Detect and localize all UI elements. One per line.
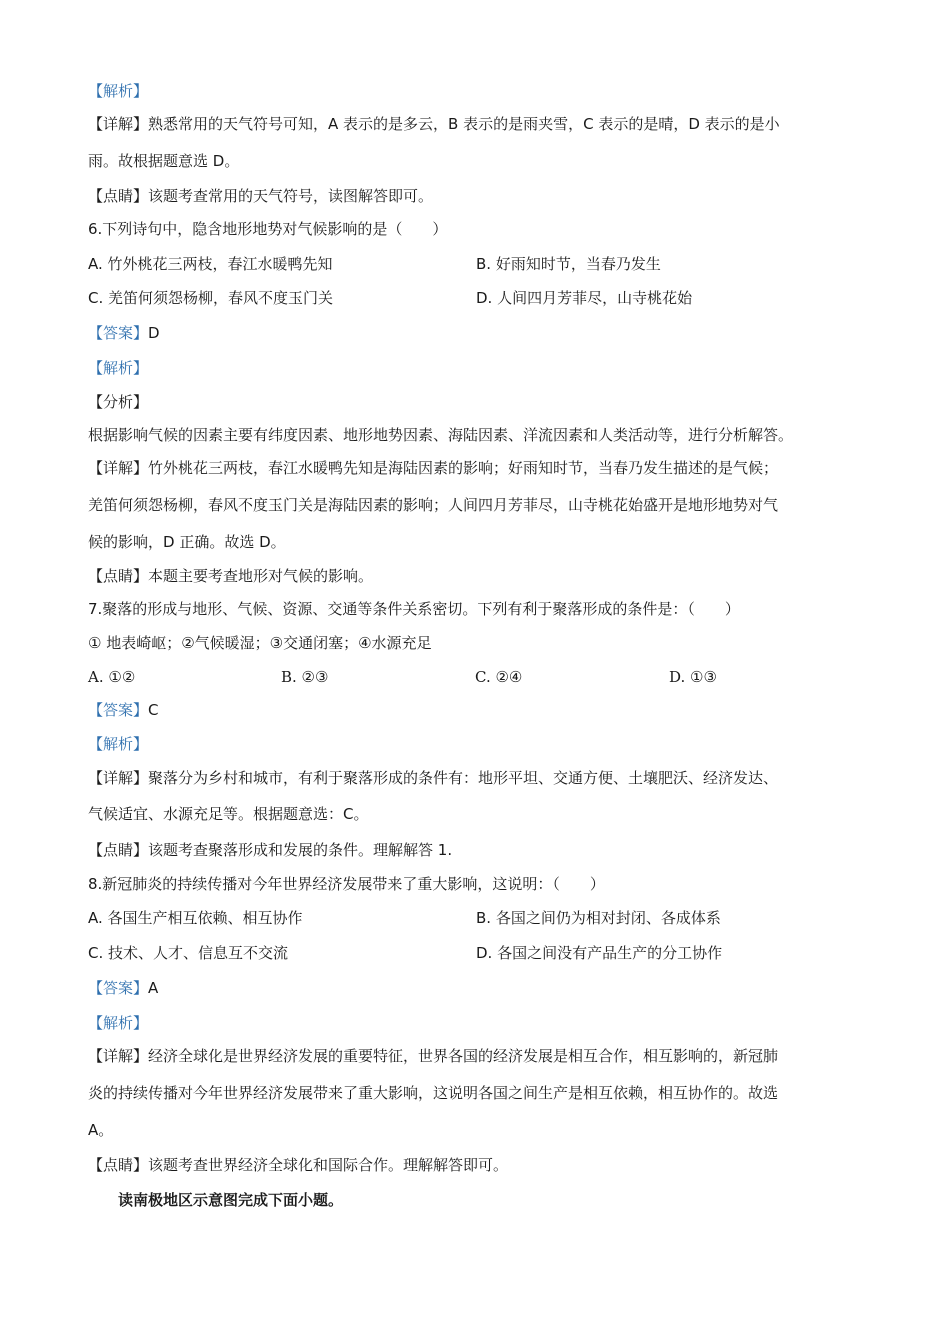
q8-option-d: D. 各国之间没有产品生产的分工协作	[476, 944, 723, 962]
q7-conditions: ① 地表崎岖；②气候暖湿；③交通闭塞；④水源充足	[88, 634, 432, 652]
q7-option-d: D. ①③	[669, 668, 717, 686]
q7-option-a: A. ①②	[88, 668, 136, 686]
q6-analysis-tag: 【解析】	[88, 359, 149, 377]
q7-stem: 7.聚落的形成与地形、气候、资源、交通等条件关系密切。下列有利于聚落形成的条件是：（ ）	[88, 600, 740, 618]
q8-option-a: A. 各国生产相互依赖、相互协作	[88, 909, 303, 927]
q5-detail-cont: 雨。故根据题意选 D。	[88, 152, 240, 170]
q6-detail: 【详解】竹外桃花三两枝，春江水暖鸭先知是海陆因素的影响；好雨知时节，当春乃发生描述的是气候；	[88, 459, 779, 477]
q8-option-c: C. 技术、人才、信息互不交流	[88, 944, 289, 962]
q8-stem: 8.新冠肺炎的持续传播对今年世界经济发展带来了重大影响，这说明：（ ）	[88, 875, 605, 893]
q5-analysis-tag: 【解析】	[88, 82, 149, 100]
q7-tip: 【点睛】该题考查聚落形成和发展的条件。理解解答 1.	[88, 841, 453, 859]
q6-option-d: D. 人间四月芳菲尽，山寺桃花始	[476, 289, 693, 307]
q6-option-b: B. 好雨知时节，当春乃发生	[476, 255, 661, 273]
q7-answer: 【答案】C	[88, 701, 159, 719]
q8-option-b: B. 各国之间仍为相对封闭、各成体系	[476, 909, 721, 927]
q8-analysis-tag: 【解析】	[88, 1014, 149, 1032]
q6-detail-cont2: 候的影响，D 正确。故选 D。	[88, 533, 286, 551]
q8-detail-cont2: A。	[88, 1121, 114, 1139]
q6-tip: 【点睛】本题主要考查地形对气候的影响。	[88, 567, 374, 585]
q8-detail: 【详解】经济全球化是世界经济发展的重要特征，世界各国的经济发展是相互合作，相互影响的，新冠肺	[88, 1047, 779, 1065]
q7-option-b: B. ②③	[281, 668, 329, 686]
q8-tip: 【点睛】该题考查世界经济全球化和国际合作。理解解答即可。	[88, 1156, 509, 1174]
q6-detail-cont1: 羌笛何须怨杨柳，春风不度玉门关是海陆因素的影响；人间四月芳菲尽，山寺桃花始盛开是地形地势对气	[88, 496, 779, 514]
q5-detail: 【详解】熟悉常用的天气符号可知，A 表示的是多云，B 表示的是雨夹雪，C 表示的是晴，D 表示的是小	[88, 115, 780, 133]
q7-analysis-tag: 【解析】	[88, 735, 149, 753]
q5-tip: 【点睛】该题考查常用的天气符号，读图解答即可。	[88, 187, 434, 205]
q7-detail-cont: 气候适宜、水源充足等。根据题意选：C。	[88, 805, 369, 823]
q8-answer: 【答案】A	[88, 979, 159, 997]
q6-stem: 6.下列诗句中，隐含地形地势对气候影响的是（ ）	[88, 220, 448, 238]
section-instruction: 读南极地区示意图完成下面小题。	[118, 1191, 344, 1209]
q6-fenxi-tag: 【分析】	[88, 393, 149, 411]
q6-answer: 【答案】D	[88, 324, 160, 342]
q7-option-c: C. ②④	[475, 668, 523, 686]
q7-detail: 【详解】聚落分为乡村和城市，有利于聚落形成的条件有：地形平坦、交通方便、土壤肥沃、经济发达、	[88, 769, 779, 787]
q6-option-c: C. 羌笛何须怨杨柳，春风不度玉门关	[88, 289, 334, 307]
q8-detail-cont1: 炎的持续传播对今年世界经济发展带来了重大影响，这说明各国之间生产是相互依赖，相互协作的。故选	[88, 1084, 779, 1102]
q6-fenxi: 根据影响气候的因素主要有纬度因素、地形地势因素、海陆因素、洋流因素和人类活动等，进行分析解答。	[88, 426, 794, 444]
q6-option-a: A. 竹外桃花三两枝，春江水暖鸭先知	[88, 255, 333, 273]
